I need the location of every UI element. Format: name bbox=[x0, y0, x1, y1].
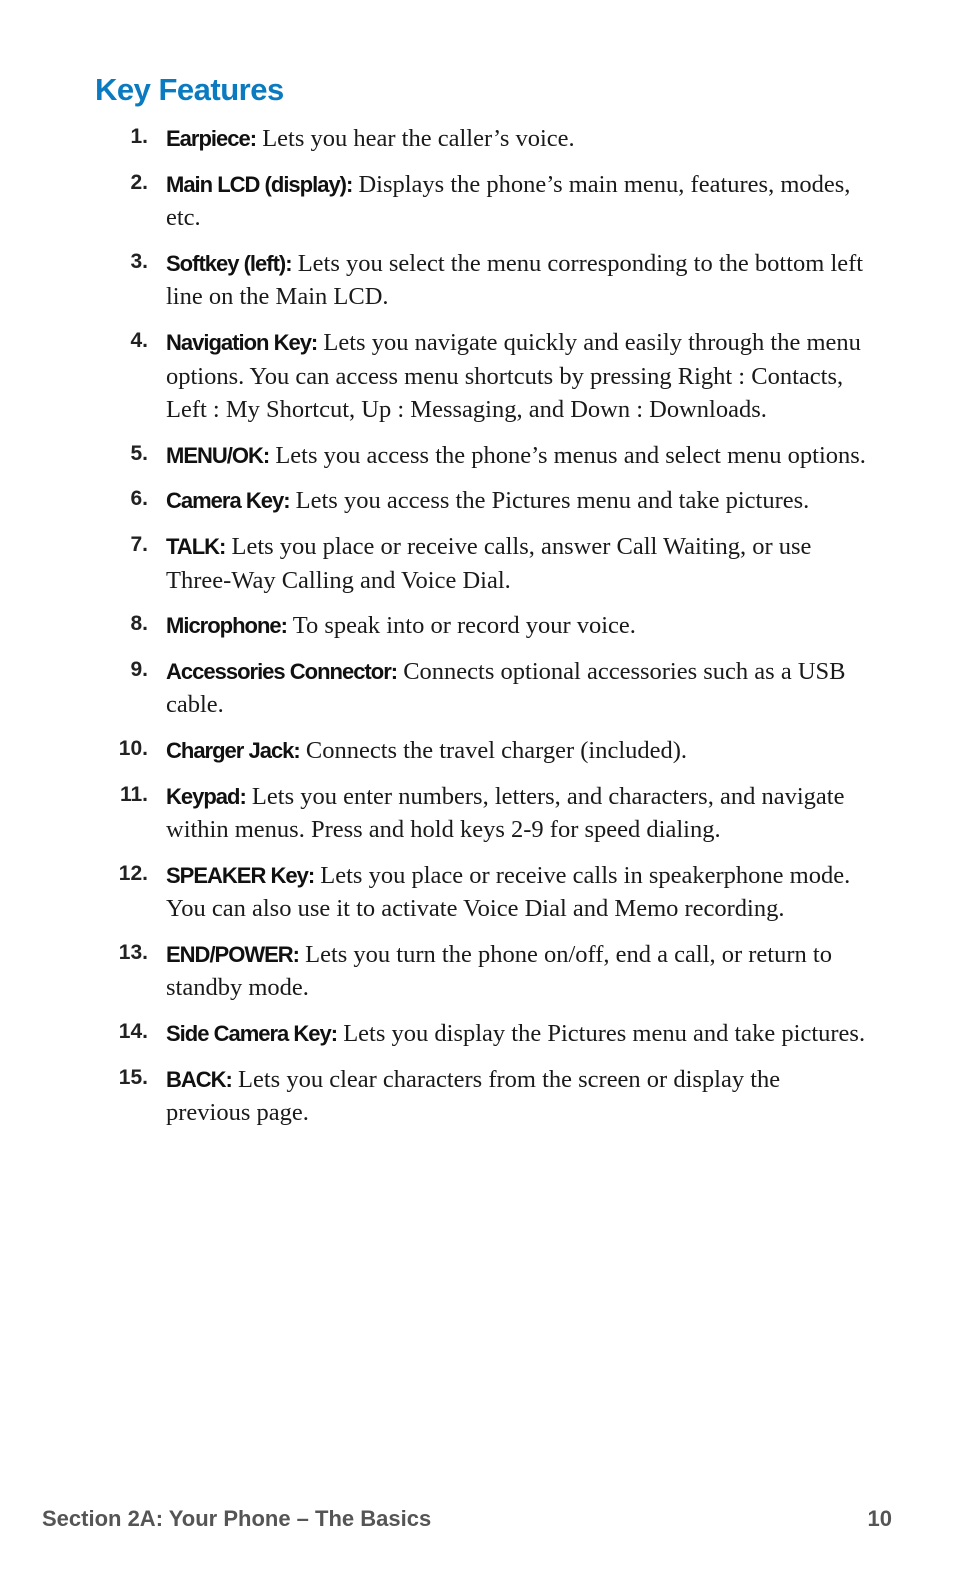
item-number: 1. bbox=[130, 125, 148, 148]
item-term: SPEAKER Key: bbox=[166, 862, 315, 888]
item-term: Charger Jack: bbox=[166, 737, 300, 763]
item-number: 13. bbox=[118, 940, 148, 964]
item-number: 6. bbox=[130, 487, 148, 511]
item-text bbox=[166, 859, 866, 926]
footer-section-title: Section 2A: Your Phone – The Basics bbox=[42, 1506, 432, 1531]
list-item bbox=[0, 780, 954, 847]
list-item bbox=[0, 484, 954, 518]
item-description: Lets you navigate quickly and easily through the menu options. You can access menu shortcuts by pressing Right : Contacts, Left : My Shortcut, Up : Messaging, and Down : Downloads. bbox=[166, 328, 861, 424]
list-item bbox=[0, 1063, 954, 1130]
item-description: Lets you select the menu corresponding to the bottom left line on the Main LCD. bbox=[166, 249, 864, 311]
list-item bbox=[0, 734, 954, 768]
list-item bbox=[0, 168, 954, 235]
item-description: Lets you place or receive calls, answer Call Waiting, or use Three-Way Calling and Voice Dial. bbox=[166, 532, 812, 594]
item-term: TALK: bbox=[166, 533, 226, 559]
list-item bbox=[0, 1017, 954, 1051]
item-description: Lets you place or receive calls in speakerphone mode. You can also use it to activate Voice Dial and Memo recording. bbox=[166, 861, 851, 923]
item-term: Camera Key: bbox=[166, 488, 290, 514]
item-description: Lets you access the phone’s menus and select menu options. bbox=[275, 441, 866, 469]
page-title: Key Features bbox=[95, 72, 284, 107]
item-text bbox=[166, 122, 866, 156]
item-number: 3. bbox=[130, 249, 148, 273]
item-number: 4. bbox=[130, 328, 148, 352]
list-item bbox=[0, 326, 954, 427]
item-description: Connects the travel charger (included). bbox=[305, 736, 688, 764]
item-term: Softkey (left): bbox=[166, 250, 292, 276]
item-description: Lets you clear characters from the screen or display the previous page. bbox=[166, 1065, 781, 1127]
item-term: Navigation Key: bbox=[166, 329, 318, 355]
item-text bbox=[166, 780, 866, 847]
page-number: 10 bbox=[867, 1506, 892, 1531]
item-text bbox=[166, 247, 866, 314]
item-number: 14. bbox=[118, 1020, 148, 1044]
list-item bbox=[0, 122, 954, 156]
list-item bbox=[0, 938, 954, 1005]
item-description: Connects optional accessories such as a USB cable. bbox=[166, 657, 846, 719]
item-term: Accessories Connector: bbox=[166, 658, 398, 684]
item-text bbox=[166, 734, 866, 768]
item-number: 12. bbox=[118, 861, 148, 885]
item-description: Displays the phone’s main menu, features, modes, etc. bbox=[166, 170, 851, 232]
item-text bbox=[166, 1017, 866, 1051]
item-number: 5. bbox=[130, 441, 148, 465]
item-description: Lets you hear the caller’s voice. bbox=[262, 125, 575, 152]
list-item bbox=[0, 247, 954, 314]
item-text bbox=[166, 439, 866, 473]
item-term: BACK: bbox=[166, 1066, 232, 1092]
item-term: Main LCD (display): bbox=[166, 171, 353, 197]
item-term: Microphone: bbox=[166, 613, 287, 639]
list-item bbox=[0, 859, 954, 926]
item-text bbox=[166, 938, 866, 1005]
item-number: 11. bbox=[119, 782, 148, 806]
list-item bbox=[0, 439, 954, 473]
list-item bbox=[0, 655, 954, 722]
feature-list bbox=[0, 122, 954, 1142]
list-item bbox=[0, 530, 954, 597]
item-number: 2. bbox=[130, 170, 148, 194]
list-item bbox=[0, 609, 954, 643]
item-text bbox=[166, 609, 866, 643]
item-text bbox=[166, 484, 866, 518]
item-description: Lets you enter numbers, letters, and characters, and navigate within menus. Press and hold keys 2-9 for speed dialing. bbox=[166, 782, 845, 844]
item-description: To speak into or record your voice. bbox=[292, 612, 636, 640]
item-text bbox=[166, 655, 866, 722]
item-number: 8. bbox=[130, 612, 148, 636]
item-description: Lets you display the Pictures menu and take pictures. bbox=[343, 1020, 866, 1048]
item-term: END/POWER: bbox=[166, 941, 299, 967]
item-text bbox=[166, 326, 866, 427]
item-number: 15. bbox=[118, 1065, 148, 1089]
item-number: 7. bbox=[130, 532, 148, 556]
item-description: Lets you turn the phone on/off, end a call, or return to standby mode. bbox=[166, 940, 832, 1002]
item-number: 9. bbox=[130, 657, 148, 681]
item-description: Lets you access the Pictures menu and take pictures. bbox=[295, 487, 810, 515]
item-term: Earpiece: bbox=[166, 126, 257, 151]
item-term: Keypad: bbox=[166, 783, 246, 809]
item-text bbox=[166, 168, 866, 235]
item-text bbox=[166, 530, 866, 597]
item-term: Side Camera Key: bbox=[166, 1021, 338, 1047]
item-number: 10. bbox=[118, 736, 148, 760]
item-term: MENU/OK: bbox=[166, 442, 270, 468]
item-text bbox=[166, 1063, 866, 1130]
